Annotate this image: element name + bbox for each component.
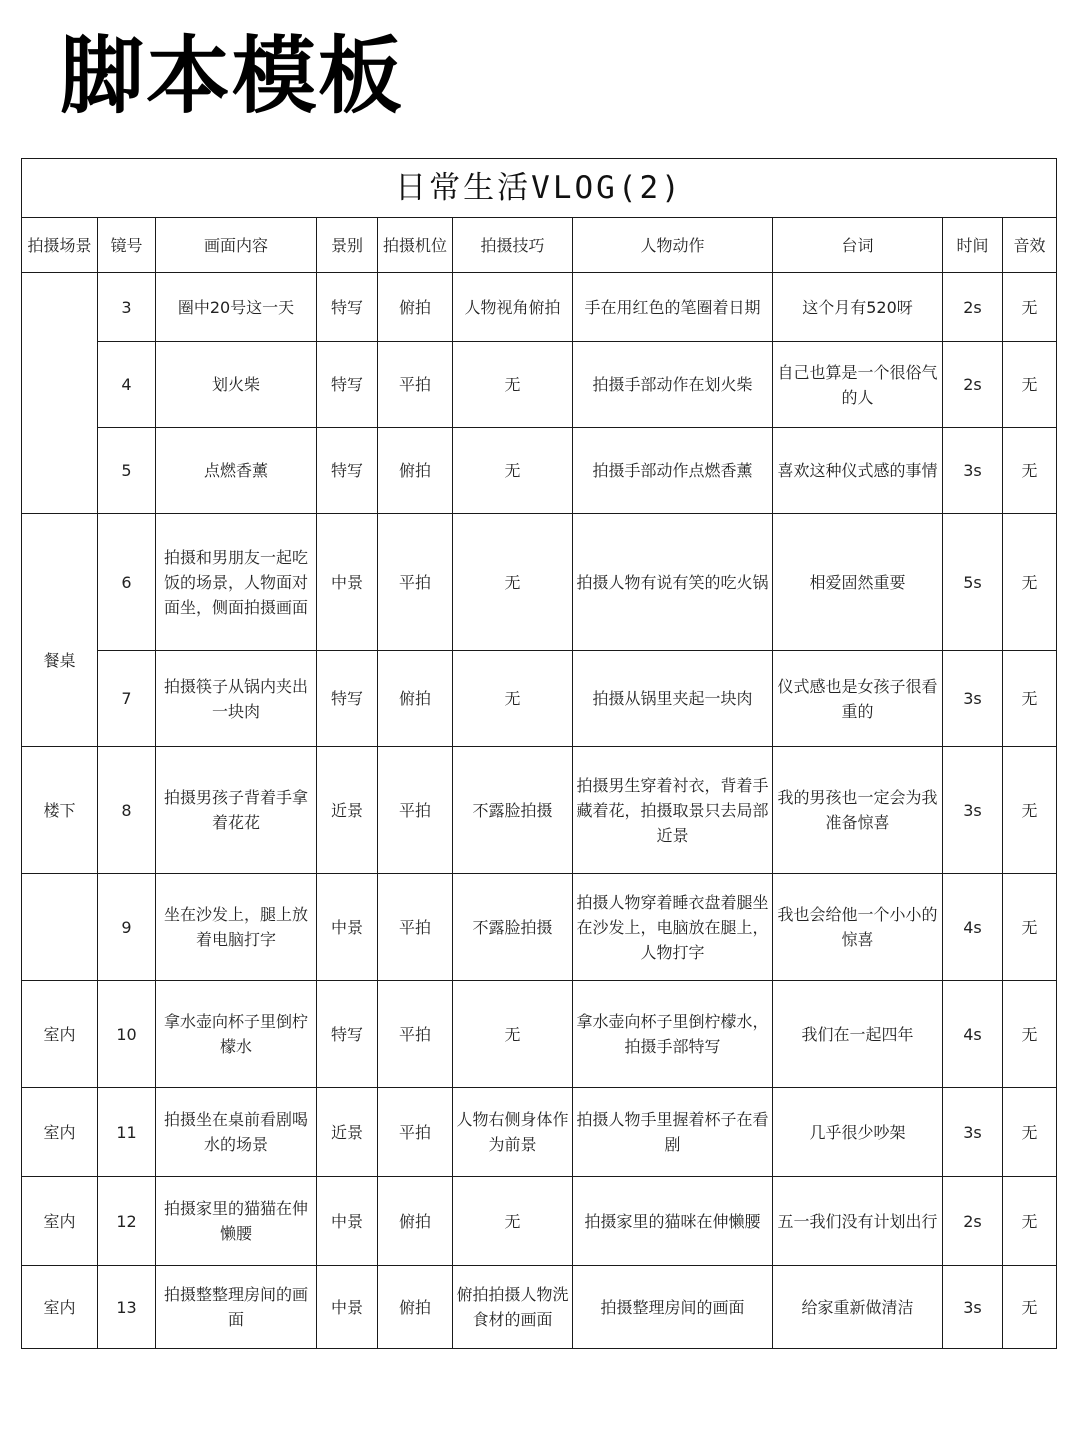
- shot-number-cell: 12: [98, 1177, 156, 1266]
- table-row: [22, 1177, 1057, 1266]
- line-cell: 给家重新做清洁: [773, 1266, 943, 1349]
- action-cell: 拍摄人物手里握着杯子在看剧: [573, 1088, 773, 1177]
- angle-cell: 平拍: [378, 342, 453, 428]
- time-cell: 4s: [943, 874, 1003, 981]
- time-cell: 2s: [943, 342, 1003, 428]
- line-cell: 这个月有520呀: [773, 273, 943, 342]
- sound-cell: 无: [1003, 981, 1057, 1088]
- line-cell: 我的男孩也一定会为我准备惊喜: [773, 747, 943, 874]
- content-cell: 圈中20号这一天: [156, 273, 317, 342]
- action-cell: 拍摄家里的猫咪在伸懒腰: [573, 1177, 773, 1266]
- shot-number-cell: 10: [98, 981, 156, 1088]
- action-cell: 拍摄男生穿着衬衣，背着手藏着花，拍摄取景只去局部近景: [573, 747, 773, 874]
- sound-cell: 无: [1003, 874, 1057, 981]
- scene-cell: 室内: [22, 981, 98, 1088]
- technique-cell: 不露脸拍摄: [453, 747, 573, 874]
- action-cell: 拿水壶向杯子里倒柠檬水，拍摄手部特写: [573, 981, 773, 1088]
- line-cell: 相爱固然重要: [773, 514, 943, 651]
- content-cell: 划火柴: [156, 342, 317, 428]
- content-cell: 拍摄坐在桌前看剧喝水的场景: [156, 1088, 317, 1177]
- angle-cell: 平拍: [378, 514, 453, 651]
- scene-cell: 楼下: [22, 747, 98, 874]
- framing-cell: 近景: [317, 747, 378, 874]
- header-sound: 音效: [1003, 218, 1057, 273]
- table-row: [22, 981, 1057, 1088]
- technique-cell: 俯拍拍摄人物洗食材的画面: [453, 1266, 573, 1349]
- shot-number-cell: 13: [98, 1266, 156, 1349]
- content-cell: 拍摄筷子从锅内夹出一块肉: [156, 651, 317, 747]
- page-title: 脚本模板: [60, 27, 405, 125]
- framing-cell: 中景: [317, 1266, 378, 1349]
- action-cell: 拍摄整理房间的画面: [573, 1266, 773, 1349]
- scene-cell: [22, 874, 98, 981]
- framing-cell: 中景: [317, 874, 378, 981]
- action-cell: 拍摄人物穿着睡衣盘着腿坐在沙发上，电脑放在腿上，人物打字: [573, 874, 773, 981]
- content-cell: 拍摄整整理房间的画面: [156, 1266, 317, 1349]
- framing-cell: 中景: [317, 1177, 378, 1266]
- script-table: [21, 158, 1057, 1349]
- table-row: [22, 428, 1057, 514]
- time-cell: 3s: [943, 1266, 1003, 1349]
- table-row: [22, 747, 1057, 874]
- line-cell: 仪式感也是女孩子很看重的: [773, 651, 943, 747]
- sound-cell: 无: [1003, 273, 1057, 342]
- sound-cell: 无: [1003, 514, 1057, 651]
- framing-cell: 特写: [317, 981, 378, 1088]
- time-cell: 2s: [943, 1177, 1003, 1266]
- table-row: [22, 651, 1057, 747]
- header-action: 人物动作: [573, 218, 773, 273]
- table-row: [22, 273, 1057, 342]
- content-cell: 拍摄和男朋友一起吃饭的场景，人物面对面坐，侧面拍摄画面: [156, 514, 317, 651]
- action-cell: 拍摄手部动作在划火柴: [573, 342, 773, 428]
- technique-cell: 无: [453, 981, 573, 1088]
- line-cell: 自己也算是一个很俗气的人: [773, 342, 943, 428]
- line-cell: 我们在一起四年: [773, 981, 943, 1088]
- technique-cell: 人物右侧身体作为前景: [453, 1088, 573, 1177]
- technique-cell: 无: [453, 428, 573, 514]
- content-cell: 拍摄家里的猫猫在伸懒腰: [156, 1177, 317, 1266]
- action-cell: 拍摄从锅里夹起一块肉: [573, 651, 773, 747]
- content-cell: 坐在沙发上，腿上放着电脑打字: [156, 874, 317, 981]
- line-cell: 喜欢这种仪式感的事情: [773, 428, 943, 514]
- shot-number-cell: 9: [98, 874, 156, 981]
- line-cell: 我也会给他一个小小的惊喜: [773, 874, 943, 981]
- shot-number-cell: 6: [98, 514, 156, 651]
- action-cell: 拍摄手部动作点燃香薰: [573, 428, 773, 514]
- sound-cell: 无: [1003, 342, 1057, 428]
- time-cell: 3s: [943, 747, 1003, 874]
- table-row: [22, 342, 1057, 428]
- angle-cell: 俯拍: [378, 651, 453, 747]
- time-cell: 3s: [943, 428, 1003, 514]
- sound-cell: 无: [1003, 651, 1057, 747]
- angle-cell: 平拍: [378, 1088, 453, 1177]
- angle-cell: 俯拍: [378, 428, 453, 514]
- shot-number-cell: 5: [98, 428, 156, 514]
- technique-cell: 无: [453, 651, 573, 747]
- header-content: 画面内容: [156, 218, 317, 273]
- time-cell: 4s: [943, 981, 1003, 1088]
- sound-cell: 无: [1003, 747, 1057, 874]
- framing-cell: 特写: [317, 428, 378, 514]
- table-caption: 日常生活VLOG(2): [22, 159, 1057, 218]
- technique-cell: 无: [453, 342, 573, 428]
- table-row: [22, 1088, 1057, 1177]
- technique-cell: 无: [453, 1177, 573, 1266]
- header-technique: 拍摄技巧: [453, 218, 573, 273]
- header-shot-number: 镜号: [98, 218, 156, 273]
- scene-cell: 室内: [22, 1177, 98, 1266]
- technique-cell: 人物视角俯拍: [453, 273, 573, 342]
- shot-number-cell: 3: [98, 273, 156, 342]
- angle-cell: 平拍: [378, 981, 453, 1088]
- time-cell: 3s: [943, 651, 1003, 747]
- scene-cell: [22, 273, 98, 514]
- scene-cell: 餐桌: [22, 514, 98, 747]
- framing-cell: 特写: [317, 342, 378, 428]
- angle-cell: 俯拍: [378, 273, 453, 342]
- sound-cell: 无: [1003, 1177, 1057, 1266]
- header-time: 时间: [943, 218, 1003, 273]
- shot-number-cell: 11: [98, 1088, 156, 1177]
- header-row: [22, 218, 1057, 273]
- header-line: 台词: [773, 218, 943, 273]
- header-scene: 拍摄场景: [22, 218, 98, 273]
- angle-cell: 俯拍: [378, 1177, 453, 1266]
- angle-cell: 平拍: [378, 747, 453, 874]
- shot-number-cell: 4: [98, 342, 156, 428]
- line-cell: 几乎很少吵架: [773, 1088, 943, 1177]
- table-row: [22, 1266, 1057, 1349]
- content-cell: 拿水壶向杯子里倒柠檬水: [156, 981, 317, 1088]
- framing-cell: 近景: [317, 1088, 378, 1177]
- content-cell: 点燃香薰: [156, 428, 317, 514]
- action-cell: 手在用红色的笔圈着日期: [573, 273, 773, 342]
- time-cell: 3s: [943, 1088, 1003, 1177]
- technique-cell: 无: [453, 514, 573, 651]
- content-cell: 拍摄男孩子背着手拿着花花: [156, 747, 317, 874]
- scene-cell: 室内: [22, 1088, 98, 1177]
- action-cell: 拍摄人物有说有笑的吃火锅: [573, 514, 773, 651]
- sound-cell: 无: [1003, 1266, 1057, 1349]
- time-cell: 5s: [943, 514, 1003, 651]
- framing-cell: 特写: [317, 651, 378, 747]
- angle-cell: 俯拍: [378, 1266, 453, 1349]
- line-cell: 五一我们没有计划出行: [773, 1177, 943, 1266]
- table-row: [22, 874, 1057, 981]
- shot-number-cell: 7: [98, 651, 156, 747]
- sound-cell: 无: [1003, 428, 1057, 514]
- header-camera-angle: 拍摄机位: [378, 218, 453, 273]
- angle-cell: 平拍: [378, 874, 453, 981]
- framing-cell: 中景: [317, 514, 378, 651]
- scene-cell: 室内: [22, 1266, 98, 1349]
- time-cell: 2s: [943, 273, 1003, 342]
- technique-cell: 不露脸拍摄: [453, 874, 573, 981]
- table-row: [22, 514, 1057, 651]
- shot-number-cell: 8: [98, 747, 156, 874]
- header-framing: 景别: [317, 218, 378, 273]
- framing-cell: 特写: [317, 273, 378, 342]
- sound-cell: 无: [1003, 1088, 1057, 1177]
